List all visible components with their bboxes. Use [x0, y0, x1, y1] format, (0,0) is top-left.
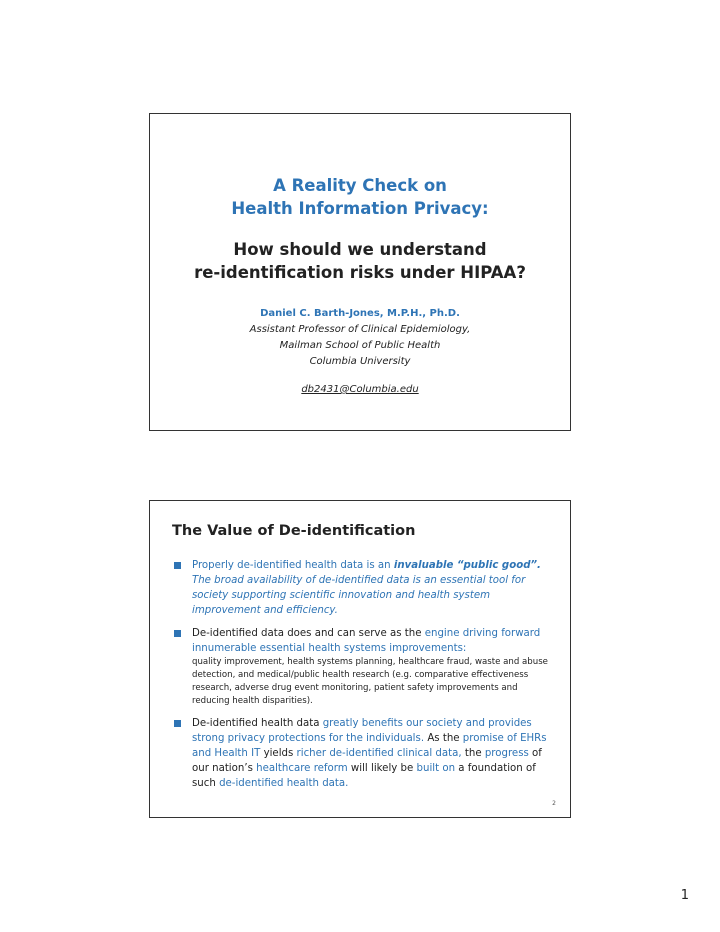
slide-subtitle: How should we understand re-identification risks under HIPAA? [194, 240, 526, 282]
title-slide [149, 113, 571, 431]
author-name: Daniel C. Barth-Jones, M.P.H., Ph.D. [260, 308, 460, 319]
bullet-list [172, 558, 552, 799]
slide-heading: The Value of De-identification [172, 523, 416, 539]
page-number: 1 [680, 888, 689, 903]
slide-number: 2 [552, 800, 556, 807]
bullet-item-engine: De-identified data does and can serve as the engine driving forward innumerable essential health systems improvements: quality improvement, health systems planning, healthcare fraud, waste and abuse detection, and medical/public health research (e.g. comparative effectiveness research, adverse drug event monitoring, patient safety improvements and reducing health disparities). [172, 626, 552, 708]
bullet-item-public-good: Properly de-identified health data is an invaluable “public good”. The broad availability of de-identified data is an essential tool for society supporting scientific innovation and health system improvement and efficiency. [172, 558, 552, 618]
content-slide [149, 500, 571, 818]
author-affiliation: Assistant Professor of Clinical Epidemiology, Mailman School of Public Health Columbia University [249, 324, 471, 367]
bullet-item-benefits: De-identified health data greatly benefits our society and provides strong privacy protections for the individuals. As the promise of EHRs and Health IT yields richer de-identified clinical data, the progress of our nation’s healthcare reform will likely be built on a foundation of such de-identified health data. [172, 716, 552, 791]
slide-title: A Reality Check on Health Information Privacy: [231, 176, 489, 218]
author-email-link[interactable]: db2431@Columbia.edu [301, 384, 419, 395]
